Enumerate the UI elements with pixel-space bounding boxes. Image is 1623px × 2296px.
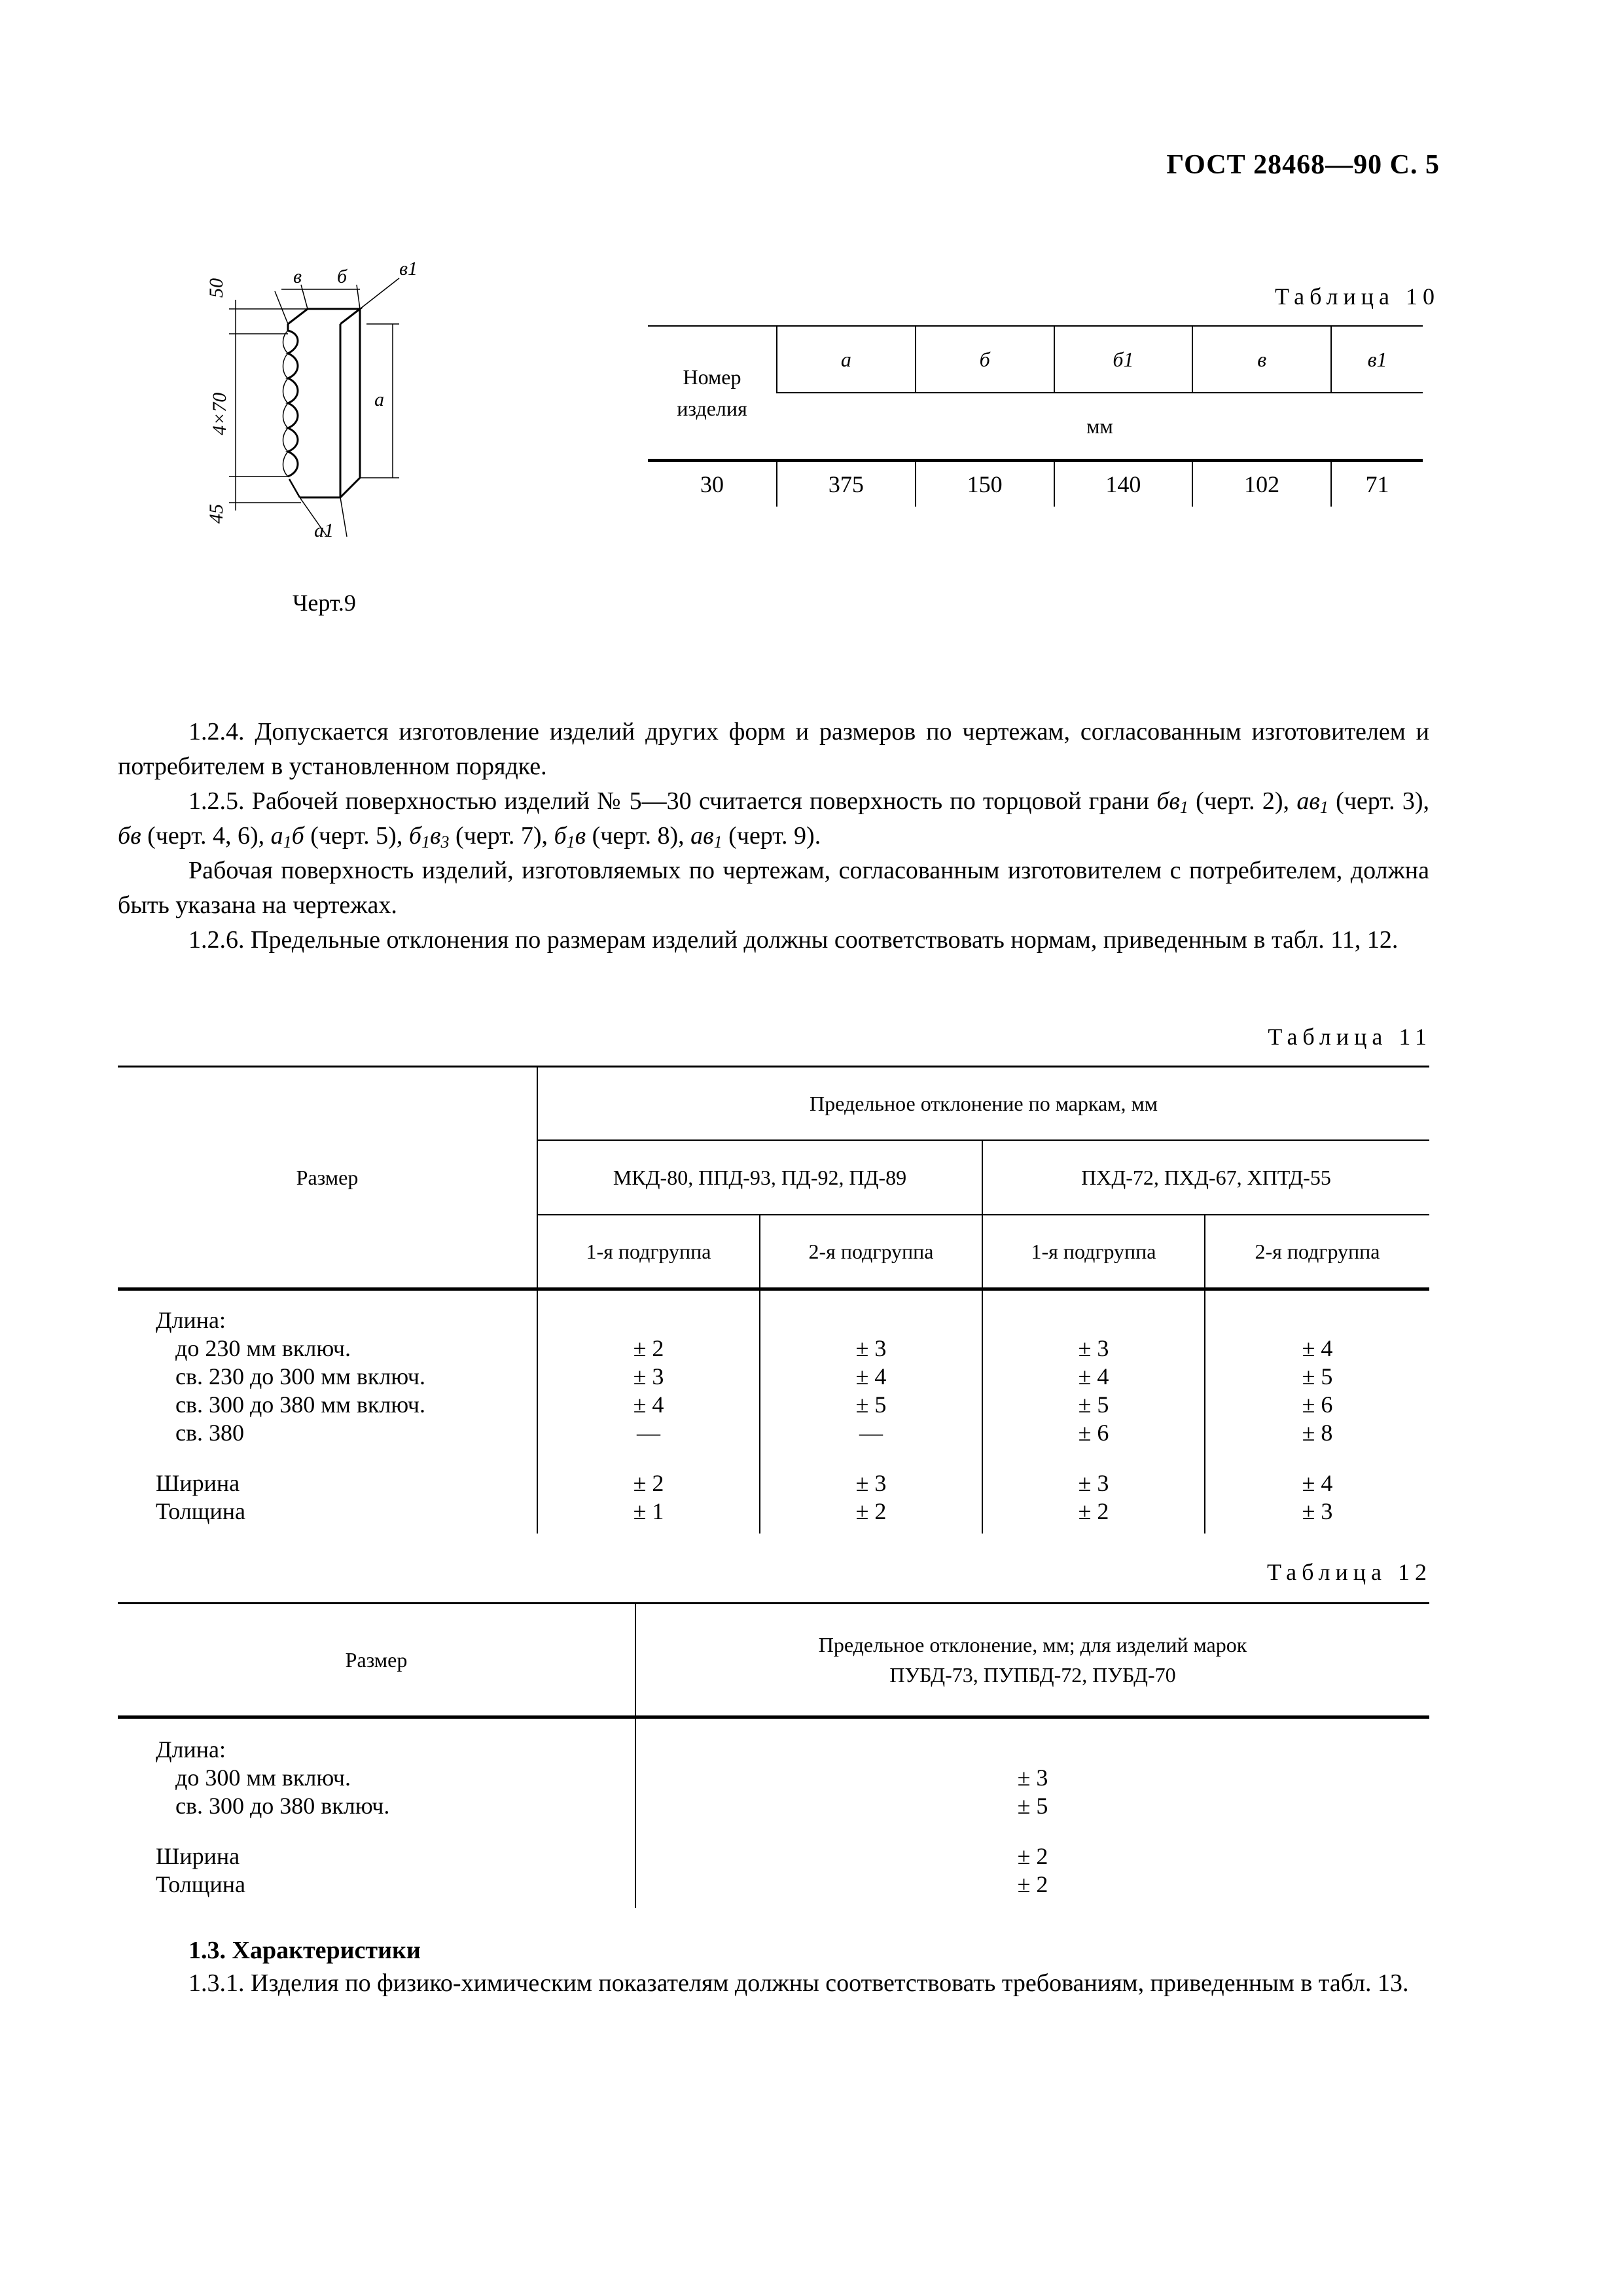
text-run: (черт. 5),: [304, 822, 409, 850]
header-cell: 2-я подгруппа: [1205, 1215, 1429, 1289]
brick-outline: [288, 309, 360, 324]
section-heading: 1.3. Характеристики: [188, 1937, 421, 1964]
value: ± 5: [1302, 1363, 1333, 1390]
value: ± 5: [1017, 1793, 1048, 1819]
value: ± 6: [1302, 1391, 1333, 1418]
table-caption: Таблица 11: [1268, 1024, 1432, 1050]
table-cell: 71: [1331, 461, 1423, 507]
header-cell: [648, 326, 777, 461]
dim-label: а1: [314, 520, 334, 541]
text-run: 1.2.5. Рабочей поверхностью изделий № 5—30 считается поверхность по торцовой грани: [188, 787, 1157, 815]
header-cell: в: [1192, 326, 1331, 393]
value: ± 1: [633, 1498, 664, 1524]
dim-label: б: [337, 266, 348, 287]
face-label: бв: [118, 822, 141, 850]
value: ± 8: [1302, 1420, 1333, 1446]
value: ± 2: [855, 1498, 887, 1524]
spacer: [983, 1447, 1204, 1469]
technical-drawing: [203, 249, 465, 550]
figure-caption: Черт.9: [293, 590, 356, 616]
spacer: [156, 1447, 537, 1469]
value-column: [537, 1289, 760, 1534]
dim-label: в1: [399, 258, 418, 279]
text-run: в: [429, 822, 441, 850]
row-label: Толщина: [156, 1871, 246, 1897]
table-cell: 375: [777, 461, 916, 507]
subscript: 1: [566, 833, 575, 852]
header-cell: в1: [1331, 326, 1423, 393]
text-run: (черт. 9).: [722, 822, 821, 850]
header-cell: б1: [1054, 326, 1193, 393]
value: ± 3: [855, 1470, 887, 1496]
header-cell: Предельное отклонение по маркам, мм: [537, 1067, 1429, 1141]
header-cell: 1-я подгруппа: [982, 1215, 1205, 1289]
text-run: б: [291, 822, 304, 850]
row-label: св. 230 до 300 мм включ.: [175, 1363, 425, 1390]
text-run: (черт. 3),: [1328, 787, 1429, 815]
value: ± 3: [633, 1363, 664, 1390]
value: ± 3: [1017, 1765, 1048, 1791]
paragraph: 1.2.4. Допускается изготовление изделий других форм и размеров по чертежам, согласованным изготовителем и потребителем в установленном порядке.: [118, 718, 1429, 780]
text-run: ав: [1296, 787, 1320, 815]
value: ± 2: [633, 1470, 664, 1496]
dim-label: в: [293, 266, 302, 287]
value: ± 3: [1302, 1498, 1333, 1524]
header-cell: Размер: [118, 1067, 537, 1289]
row-label: Толщина: [156, 1498, 246, 1524]
text-run: ав: [690, 822, 714, 850]
subscript: 1: [1319, 798, 1329, 817]
value: ± 2: [633, 1335, 664, 1361]
text-run: б: [408, 822, 421, 850]
row-labels: [118, 1717, 635, 1909]
face-label: [1296, 787, 1329, 815]
row-labels: [118, 1289, 537, 1534]
value: —: [637, 1420, 660, 1446]
spacer: [636, 1820, 1429, 1842]
table-cell: 102: [1192, 461, 1331, 507]
table-caption: Таблица 10: [1275, 283, 1440, 310]
value: ± 3: [1078, 1470, 1109, 1496]
table-cell: 140: [1054, 461, 1193, 507]
subscript: 1: [283, 833, 292, 852]
row-label: св. 300 до 380 включ.: [175, 1793, 390, 1819]
text-run: в: [575, 822, 586, 850]
header-cell: МКД-80, ППД-93, ПД-92, ПД-89: [537, 1140, 982, 1215]
value-column: [635, 1717, 1429, 1909]
face-label: [690, 822, 722, 850]
row-label: до 300 мм включ.: [175, 1765, 351, 1791]
paragraph: [118, 784, 1429, 853]
subscript: 1: [713, 833, 722, 852]
value: ± 2: [1017, 1871, 1048, 1897]
header-cell: а: [777, 326, 916, 393]
number-label: Номер изделия: [677, 365, 747, 420]
face-label: [1156, 787, 1188, 815]
row-label: св. 300 до 380 мм включ.: [175, 1391, 425, 1418]
header-cell: 2-я подгруппа: [760, 1215, 982, 1289]
spacer: [156, 1820, 635, 1842]
dim-label: 4×70: [209, 392, 230, 435]
subscript: 1: [421, 833, 430, 852]
text-run: б: [554, 822, 567, 850]
table-10: [648, 325, 1423, 507]
value: —: [859, 1420, 883, 1446]
table-cell: 30: [648, 461, 777, 507]
value: ± 2: [1078, 1498, 1109, 1524]
header-line: Предельное отклонение, мм; для изделий марок: [818, 1633, 1247, 1657]
dim-label: а: [374, 389, 384, 410]
header-line: ПУБД-73, ПУПБД-72, ПУБД-70: [889, 1663, 1176, 1687]
paragraph: Рабочая поверхность изделий, изготовляемых по чертежам, согласованным изготовителем с потребителем, должна быть указана на чертежах.: [118, 857, 1429, 919]
header-cell: б: [916, 326, 1054, 393]
table-cell: 150: [916, 461, 1054, 507]
table-12: [118, 1602, 1429, 1908]
row-label: Ширина: [156, 1470, 240, 1496]
value-column: [1205, 1289, 1429, 1534]
spacer: [538, 1447, 759, 1469]
subscript: 3: [440, 833, 450, 852]
table-11: [118, 1066, 1429, 1534]
header-cell: [635, 1604, 1429, 1717]
face-label: [271, 822, 304, 850]
text-run: (черт. 8),: [586, 822, 691, 850]
row-label: до 230 мм включ.: [175, 1335, 351, 1361]
value-column: [982, 1289, 1205, 1534]
text-run: бв: [1156, 787, 1180, 815]
value-column: [760, 1289, 982, 1534]
value: ± 5: [855, 1391, 887, 1418]
subscript: 1: [1179, 798, 1188, 817]
text-run: (черт. 4, 6),: [141, 822, 271, 850]
header-cell: ПХД-72, ПХД-67, ХПТД-55: [982, 1140, 1429, 1215]
dim-label: 45: [205, 504, 227, 524]
row-label: св. 380: [175, 1420, 244, 1446]
text-run: (черт. 7),: [449, 822, 554, 850]
value: ± 3: [855, 1335, 887, 1361]
text-run: а: [270, 822, 283, 850]
spacer: [760, 1447, 982, 1469]
unit-cell: мм: [777, 393, 1423, 461]
face-label: [409, 822, 450, 850]
value: ± 4: [855, 1363, 887, 1390]
table-caption: Таблица 12: [1267, 1559, 1432, 1585]
paragraph: 1.3.1. Изделия по физико-химическим показателям должны соответствовать требованиям, приведенным в табл. 13.: [188, 1969, 1409, 1997]
value: ± 4: [1302, 1470, 1333, 1496]
spacer: [1205, 1447, 1429, 1469]
row-label: Длина:: [156, 1307, 226, 1333]
dim-label: 50: [205, 278, 227, 298]
header-cell: 1-я подгруппа: [537, 1215, 760, 1289]
brick-bottom: [300, 478, 360, 497]
value: ± 4: [633, 1391, 664, 1418]
value: ± 4: [1302, 1335, 1333, 1361]
value: ± 6: [1078, 1420, 1109, 1446]
value: ± 4: [1078, 1363, 1109, 1390]
text-run: (черт. 2),: [1196, 787, 1297, 815]
value: ± 3: [1078, 1335, 1109, 1361]
face-label: [554, 822, 586, 850]
wavy-profile: [288, 324, 298, 476]
row-label: Длина:: [156, 1736, 226, 1763]
row-label: Ширина: [156, 1843, 240, 1869]
value: ± 5: [1078, 1391, 1109, 1418]
header-cell: Размер: [345, 1648, 408, 1672]
value: ± 2: [1017, 1843, 1048, 1869]
paragraph: 1.2.6. Предельные отклонения по размерам изделий должны соответствовать нормам, приведенным в табл. 11, 12.: [188, 926, 1399, 954]
page-header: ГОСТ 28468—90 С. 5: [1166, 150, 1440, 180]
